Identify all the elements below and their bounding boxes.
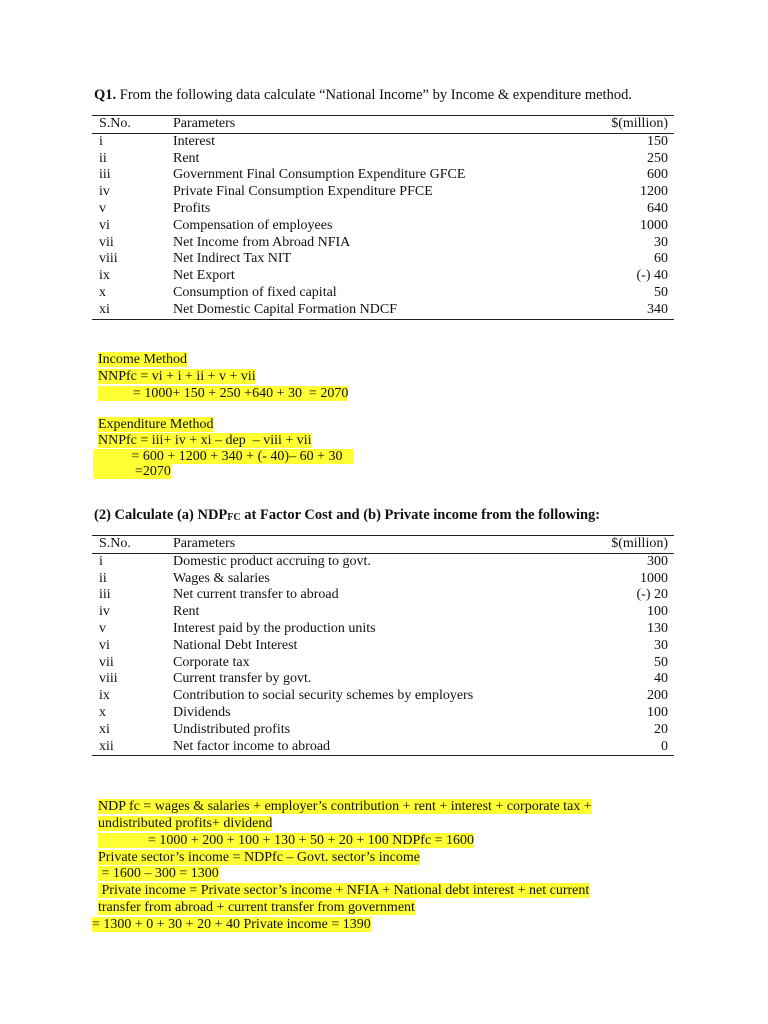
- table-row: [92, 184, 674, 201]
- solution-line-6: Private income = Private sector’s income + NFIA + National debt interest + net current: [98, 883, 590, 898]
- row-sno: xi: [99, 721, 110, 737]
- col-header-parameters: Parameters: [173, 116, 513, 134]
- income-method-line-2: = 1000+ 150 + 250 +640 + 30 = 2070: [98, 386, 349, 401]
- row-parameter: Net Indirect Tax NIT: [173, 251, 292, 267]
- table-row: [92, 151, 674, 168]
- table-row: [92, 553, 674, 570]
- solution-line-8: = 1300 + 0 + 30 + 20 + 40 Private income = 1390: [92, 917, 371, 932]
- row-parameter: Interest paid by the production units: [173, 620, 376, 636]
- col-header-sno: S.No.: [92, 116, 173, 134]
- row-parameter: Undistributed profits: [173, 721, 291, 737]
- row-value: 50: [654, 654, 668, 670]
- table-row: [92, 251, 674, 268]
- question-1-table: [92, 115, 674, 320]
- table-row: [92, 302, 674, 319]
- solution-line-4: Private sector’s income = NDPfc – Govt. sector’s income: [98, 850, 420, 865]
- question-2-heading: (2) Calculate (a) $NDP_{FC}$ at Factor Cost and (b) Private income from the following:: [94, 507, 601, 523]
- row-sno: i: [99, 553, 103, 569]
- row-value: 300: [647, 553, 668, 569]
- row-value: 100: [647, 604, 668, 620]
- row-value: (-) 20: [636, 587, 668, 603]
- table-row: [92, 133, 674, 150]
- question-1-table-body: [92, 133, 674, 319]
- row-parameter: Current transfer by govt.: [173, 671, 312, 687]
- row-parameter: Contribution to social security schemes by employers: [173, 688, 474, 704]
- expenditure-method-title: Expenditure Method: [98, 417, 214, 432]
- row-parameter: Wages & salaries: [173, 570, 270, 586]
- row-parameter: Consumption of fixed capital: [173, 284, 337, 300]
- row-parameter: Dividends: [173, 704, 231, 720]
- question-1-label: Q1.: [94, 87, 117, 103]
- table-row: [92, 268, 674, 285]
- row-value: 100: [647, 704, 668, 720]
- row-parameter: Domestic product accruing to govt.: [173, 553, 371, 569]
- row-sno: vii: [99, 654, 114, 670]
- expenditure-method-line-1: NNPfc = iii+ iv + xi – dep – viii + vii: [98, 433, 312, 448]
- table-row: [92, 739, 674, 756]
- row-parameter: Profits: [173, 200, 211, 216]
- row-sno: viii: [99, 671, 118, 687]
- solution-line-2: undistributed profits+ dividend: [98, 816, 273, 831]
- table-header-row: [92, 536, 674, 554]
- row-sno: iii: [99, 587, 111, 603]
- row-value: 640: [647, 200, 668, 216]
- row-parameter: Net current transfer to abroad: [173, 587, 339, 603]
- table-row: [92, 638, 674, 655]
- table-header-row: [92, 116, 674, 134]
- row-sno: vii: [99, 234, 114, 250]
- solution-line-1: NDP fc = wages & salaries + employer’s contribution + rent + interest + corporate tax +: [98, 799, 592, 814]
- row-parameter: Rent: [173, 150, 200, 166]
- row-sno: i: [99, 133, 103, 149]
- row-value: 60: [654, 251, 668, 267]
- row-value: 340: [513, 302, 674, 319]
- subscript-fc: FC: [227, 512, 241, 523]
- row-value: 1000: [640, 217, 668, 233]
- row-sno: x: [99, 704, 106, 720]
- row-sno: xii: [92, 739, 173, 756]
- row-value: 130: [647, 620, 668, 636]
- table-row: [92, 621, 674, 638]
- table-row: [92, 218, 674, 235]
- row-sno: ii: [99, 570, 107, 586]
- table-row: [92, 688, 674, 705]
- table-row: [92, 167, 674, 184]
- solution-line-7: transfer from abroad + current transfer from government: [98, 900, 415, 915]
- row-value: 0: [513, 739, 674, 756]
- col-header-value: $(million): [513, 536, 674, 554]
- row-parameter: Compensation of employees: [173, 217, 333, 233]
- row-sno: iv: [99, 604, 110, 620]
- row-value: 250: [647, 150, 668, 166]
- row-sno: ix: [99, 688, 110, 704]
- row-sno: vi: [99, 637, 110, 653]
- row-sno: ix: [99, 268, 110, 284]
- table-row: [92, 235, 674, 252]
- row-value: 1000: [640, 570, 668, 586]
- expenditure-method-line-2: = 600 + 1200 + 340 + (- 40)– 60 + 30: [93, 449, 354, 466]
- row-value: 30: [654, 637, 668, 653]
- question-2-table-body: [92, 553, 674, 756]
- expenditure-method-line-3: =2070: [93, 464, 171, 479]
- col-header-sno: S.No.: [92, 536, 173, 554]
- income-method-title: Income Method: [98, 352, 188, 367]
- row-sno: x: [99, 284, 106, 300]
- income-method-line-1: NNPfc = vi + i + ii + v + vii: [98, 369, 256, 384]
- table-row: [92, 201, 674, 218]
- table-row: [92, 671, 674, 688]
- solution-line-3: = 1000 + 200 + 100 + 130 + 50 + 20 + 100 NDPfc = 1600: [98, 833, 474, 850]
- table-row: [92, 285, 674, 302]
- row-parameter: Net Income from Abroad NFIA: [173, 234, 351, 250]
- row-parameter: Rent: [173, 604, 200, 620]
- row-sno: xi: [92, 302, 173, 319]
- table-row: [92, 587, 674, 604]
- row-sno: ii: [99, 150, 107, 166]
- row-parameter: Private Final Consumption Expenditure PFCE: [173, 184, 433, 200]
- row-value: 1200: [640, 184, 668, 200]
- row-value: 50: [654, 284, 668, 300]
- row-value: 150: [647, 133, 668, 149]
- table-row: [92, 604, 674, 621]
- row-value: (-) 40: [636, 268, 668, 284]
- solution-line-5: = 1600 – 300 = 1300: [98, 866, 219, 881]
- question-1-heading: [94, 86, 632, 104]
- row-sno: iv: [99, 184, 110, 200]
- row-parameter: Net Domestic Capital Formation NDCF: [173, 302, 513, 319]
- row-value: 600: [647, 167, 668, 183]
- row-sno: vi: [99, 217, 110, 233]
- row-parameter: Net Export: [173, 268, 235, 284]
- row-parameter: Net factor income to abroad: [173, 739, 513, 756]
- row-sno: v: [99, 620, 106, 636]
- row-sno: iii: [99, 167, 111, 183]
- row-value: 200: [647, 688, 668, 704]
- table-row: [92, 655, 674, 672]
- row-parameter: Interest: [173, 133, 215, 149]
- question-2-table: [92, 535, 674, 756]
- row-sno: v: [99, 200, 106, 216]
- col-header-parameters: Parameters: [173, 536, 513, 554]
- row-value: 20: [654, 721, 668, 737]
- row-parameter: Corporate tax: [173, 654, 250, 670]
- col-header-value: $(million): [513, 116, 674, 134]
- row-parameter: Government Final Consumption Expenditure GFCE: [173, 167, 466, 183]
- row-value: 40: [654, 671, 668, 687]
- row-sno: viii: [99, 251, 118, 267]
- question-1-text: From the following data calculate “National Income” by Income & expenditure method.: [116, 87, 632, 103]
- table-row: [92, 722, 674, 739]
- table-row: [92, 571, 674, 588]
- table-row: [92, 705, 674, 722]
- row-value: 30: [654, 234, 668, 250]
- row-parameter: National Debt Interest: [173, 637, 298, 653]
